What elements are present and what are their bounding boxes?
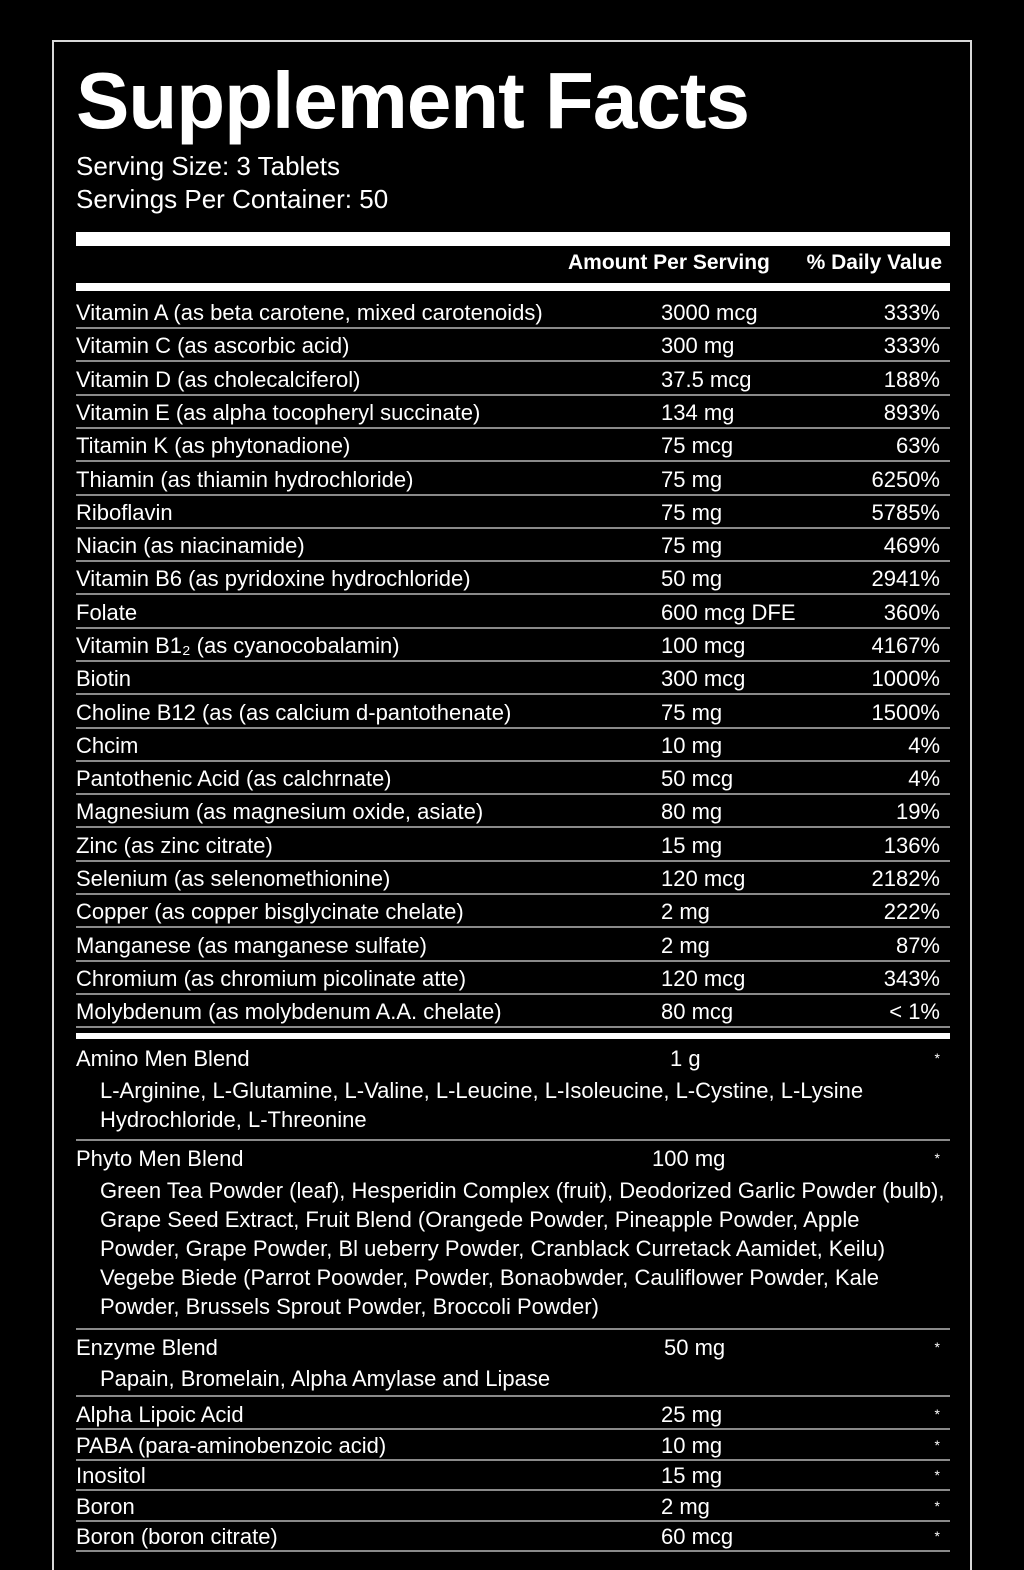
nutrient-row xyxy=(76,762,950,795)
nutrient-row xyxy=(76,795,950,828)
nutrient-amount: 37.5 mcg xyxy=(661,367,752,392)
nutrient-amount: 3000 mcg xyxy=(661,300,758,325)
nutrient-daily-value: 343% xyxy=(883,966,940,991)
blend-row xyxy=(76,1331,950,1397)
nutrient-row xyxy=(76,429,950,462)
nutrient-amount: 600 mcg DFE xyxy=(661,600,796,625)
nutrient-name: Vitamin A (as beta carotene, mixed carotenoids) xyxy=(76,300,543,325)
nutrient-amount: 75 mg xyxy=(661,533,723,558)
nutrient-row xyxy=(76,562,950,595)
ingredient-row xyxy=(76,1430,950,1461)
blend-ingredients: Green Tea Powder (leaf), Hesperidin Complex (fruit), Deodorized Garlic Powder (bulb), Grape Seed Extract, Fruit Blend (Orangede Powder, Pineapple Powder, Apple Powder, Grape Powder, Bl ueberry Powder, Cranblack Curretack Aamidet, Keilu) Vegebe Biede (Parrot Poowder, Powder, Bonaobwder, Cauliflower Powder, Kale Powder, Brussels Sprout Powder, Broccoli Powder) xyxy=(100,1178,945,1319)
ingredient-amount: 25 mg xyxy=(661,1402,723,1427)
nutrient-name: Zinc (as zinc citrate) xyxy=(76,833,273,858)
nutrient-row xyxy=(76,329,950,362)
nutrient-amount: 75 mg xyxy=(661,700,723,725)
nutrient-amount: 75 mg xyxy=(661,500,723,525)
blend-amount: 50 mg xyxy=(664,1335,726,1360)
ingredient-name: Boron xyxy=(76,1494,135,1519)
blend-name: Enzyme Blend xyxy=(76,1335,218,1360)
ingredient-amount: 15 mg xyxy=(661,1463,723,1488)
servings-per-container: Servings Per Container: 50 xyxy=(76,184,389,214)
blend-daily-value: * xyxy=(934,1150,940,1166)
nutrient-daily-value: 4167% xyxy=(871,633,940,658)
divider-medium xyxy=(76,283,950,291)
nutrient-amount: 2 mg xyxy=(661,899,710,924)
nutrient-name: Copper (as copper bisglycinate chelate) xyxy=(76,899,464,924)
nutrient-daily-value: 188% xyxy=(883,367,940,392)
nutrient-amount: 75 mg xyxy=(661,467,723,492)
nutrient-daily-value: < 1% xyxy=(889,999,940,1024)
nutrient-daily-value: 19% xyxy=(895,799,940,824)
nutrient-amount: 300 mg xyxy=(661,333,735,358)
ingredient-name: Boron (boron citrate) xyxy=(76,1524,278,1549)
nutrient-row xyxy=(76,596,950,629)
nutrient-row xyxy=(76,296,950,329)
nutrient-amount: 134 mg xyxy=(661,400,735,425)
nutrient-amount: 120 mcg xyxy=(661,966,746,991)
divider-blends xyxy=(76,1033,950,1039)
nutrient-name: Titamin K (as phytonadione) xyxy=(76,433,351,458)
nutrient-name: Folate xyxy=(76,600,138,625)
nutrient-amount: 50 mcg xyxy=(661,766,734,791)
nutrient-daily-value: 469% xyxy=(883,533,940,558)
nutrient-row xyxy=(76,396,950,429)
nutrient-row xyxy=(76,862,950,895)
nutrient-name: Pantothenic Acid (as calchrnate) xyxy=(76,766,392,791)
ingredient-daily-value: * xyxy=(934,1406,940,1422)
nutrient-row xyxy=(76,929,950,962)
nutrient-daily-value: 5785% xyxy=(871,500,940,525)
nutrient-daily-value: 222% xyxy=(883,899,940,924)
nutrient-name: Riboflavin xyxy=(76,500,173,525)
blend-amount: 1 g xyxy=(670,1046,701,1071)
nutrient-daily-value: 1500% xyxy=(871,700,940,725)
serving-size: Serving Size: 3 Tablets xyxy=(76,151,340,181)
ingredient-name: Inositol xyxy=(76,1463,146,1488)
ingredient-amount: 60 mcg xyxy=(661,1524,734,1549)
nutrient-name: Magnesium (as magnesium oxide, asiate) xyxy=(76,799,484,824)
nutrient-row xyxy=(76,529,950,562)
nutrient-daily-value: 4% xyxy=(908,733,940,758)
ingredient-row xyxy=(76,1399,950,1430)
ingredient-row xyxy=(76,1491,950,1522)
ingredient-name: PABA (para-aminobenzoic acid) xyxy=(76,1433,387,1458)
nutrient-name: Thiamin (as thiamin hydrochloride) xyxy=(76,467,414,492)
ingredient-amount: 2 mg xyxy=(661,1494,710,1519)
nutrient-daily-value: 2182% xyxy=(871,866,940,891)
nutrient-amount: 300 mcg xyxy=(661,666,746,691)
ingredient-amount: 10 mg xyxy=(661,1433,723,1458)
ingredient-row xyxy=(76,1521,950,1552)
ingredient-daily-value: * xyxy=(934,1467,940,1483)
nutrient-row xyxy=(76,629,950,662)
nutrient-row xyxy=(76,895,950,928)
nutrient-daily-value: 6250% xyxy=(871,467,940,492)
blend-row xyxy=(76,1142,950,1330)
ingredient-row xyxy=(76,1460,950,1491)
blend-amount: 100 mg xyxy=(652,1146,726,1171)
ingredient-daily-value: * xyxy=(934,1437,940,1453)
divider-thick xyxy=(76,232,950,246)
nutrient-name: Vitamin B1₂ (as cyanocobalamin) xyxy=(76,633,400,658)
blend-ingredients: Papain, Bromelain, Alpha Amylase and Lipase xyxy=(100,1366,551,1391)
nutrient-name: Molybdenum (as molybdenum A.A. chelate) xyxy=(76,999,502,1024)
nutrient-amount: 80 mg xyxy=(661,799,723,824)
nutrient-row xyxy=(76,696,950,729)
nutrient-daily-value: 893% xyxy=(883,400,940,425)
nutrient-name: Niacin (as niacinamide) xyxy=(76,533,305,558)
nutrient-row xyxy=(76,995,950,1028)
nutrient-row xyxy=(76,363,950,396)
nutrient-row xyxy=(76,962,950,995)
nutrient-daily-value: 360% xyxy=(883,600,940,625)
nutrient-name: Selenium (as selenomethionine) xyxy=(76,866,391,891)
blend-daily-value: * xyxy=(934,1339,940,1355)
blend-name: Phyto Men Blend xyxy=(76,1146,244,1171)
nutrient-name: Chromium (as chromium picolinate atte) xyxy=(76,966,467,991)
nutrient-row xyxy=(76,729,950,762)
nutrient-amount: 10 mg xyxy=(661,733,723,758)
ingredient-name: Alpha Lipoic Acid xyxy=(76,1402,244,1427)
nutrient-row xyxy=(76,662,950,695)
nutrient-amount: 2 mg xyxy=(661,933,710,958)
blend-ingredients: L-Arginine, L-Glutamine, L-Valine, L-Leucine, L-Isoleucine, L-Cystine, L-Lysine Hydrochloride, L-Threonine xyxy=(100,1078,864,1132)
nutrient-name: Vitamin D (as cholecalciferol) xyxy=(76,367,361,392)
nutrient-daily-value: 1000% xyxy=(871,666,940,691)
nutrient-amount: 80 mcg xyxy=(661,999,734,1024)
blend-daily-value: * xyxy=(934,1050,940,1066)
nutrient-daily-value: 2941% xyxy=(871,566,940,591)
nutrient-name: Biotin xyxy=(76,666,132,691)
nutrient-daily-value: 4% xyxy=(908,766,940,791)
nutrient-amount: 50 mg xyxy=(661,566,723,591)
nutrient-daily-value: 333% xyxy=(883,333,940,358)
nutrient-name: Vitamin E (as alpha tocopheryl succinate) xyxy=(76,400,481,425)
nutrient-name: Vitamin C (as ascorbic acid) xyxy=(76,333,350,358)
nutrient-name: Vitamin B6 (as pyridoxine hydrochloride) xyxy=(76,566,471,591)
nutrient-name: Choline B12 (as (as calcium d-pantothenate) xyxy=(76,700,512,725)
panel-title: Supplement Facts xyxy=(76,56,750,145)
nutrient-amount: 15 mg xyxy=(661,833,723,858)
blend-name: Amino Men Blend xyxy=(76,1046,250,1071)
ingredient-daily-value: * xyxy=(934,1528,940,1544)
ingredient-daily-value: * xyxy=(934,1498,940,1514)
supplement-facts-panel xyxy=(52,40,972,1570)
nutrient-daily-value: 333% xyxy=(883,300,940,325)
nutrient-row xyxy=(76,829,950,862)
blend-row xyxy=(76,1042,950,1141)
header-daily-value: % Daily Value xyxy=(806,251,942,274)
header-amount-per-serving: Amount Per Serving xyxy=(568,251,770,274)
nutrient-row xyxy=(76,496,950,529)
nutrient-amount: 75 mcg xyxy=(661,433,734,458)
nutrient-daily-value: 87% xyxy=(895,933,940,958)
nutrient-name: Manganese (as manganese sulfate) xyxy=(76,933,427,958)
nutrient-daily-value: 136% xyxy=(883,833,940,858)
nutrient-amount: 100 mcg xyxy=(661,633,746,658)
nutrient-name: Chcim xyxy=(76,733,139,758)
nutrient-daily-value: 63% xyxy=(895,433,940,458)
nutrient-row xyxy=(76,463,950,496)
nutrient-amount: 120 mcg xyxy=(661,866,746,891)
